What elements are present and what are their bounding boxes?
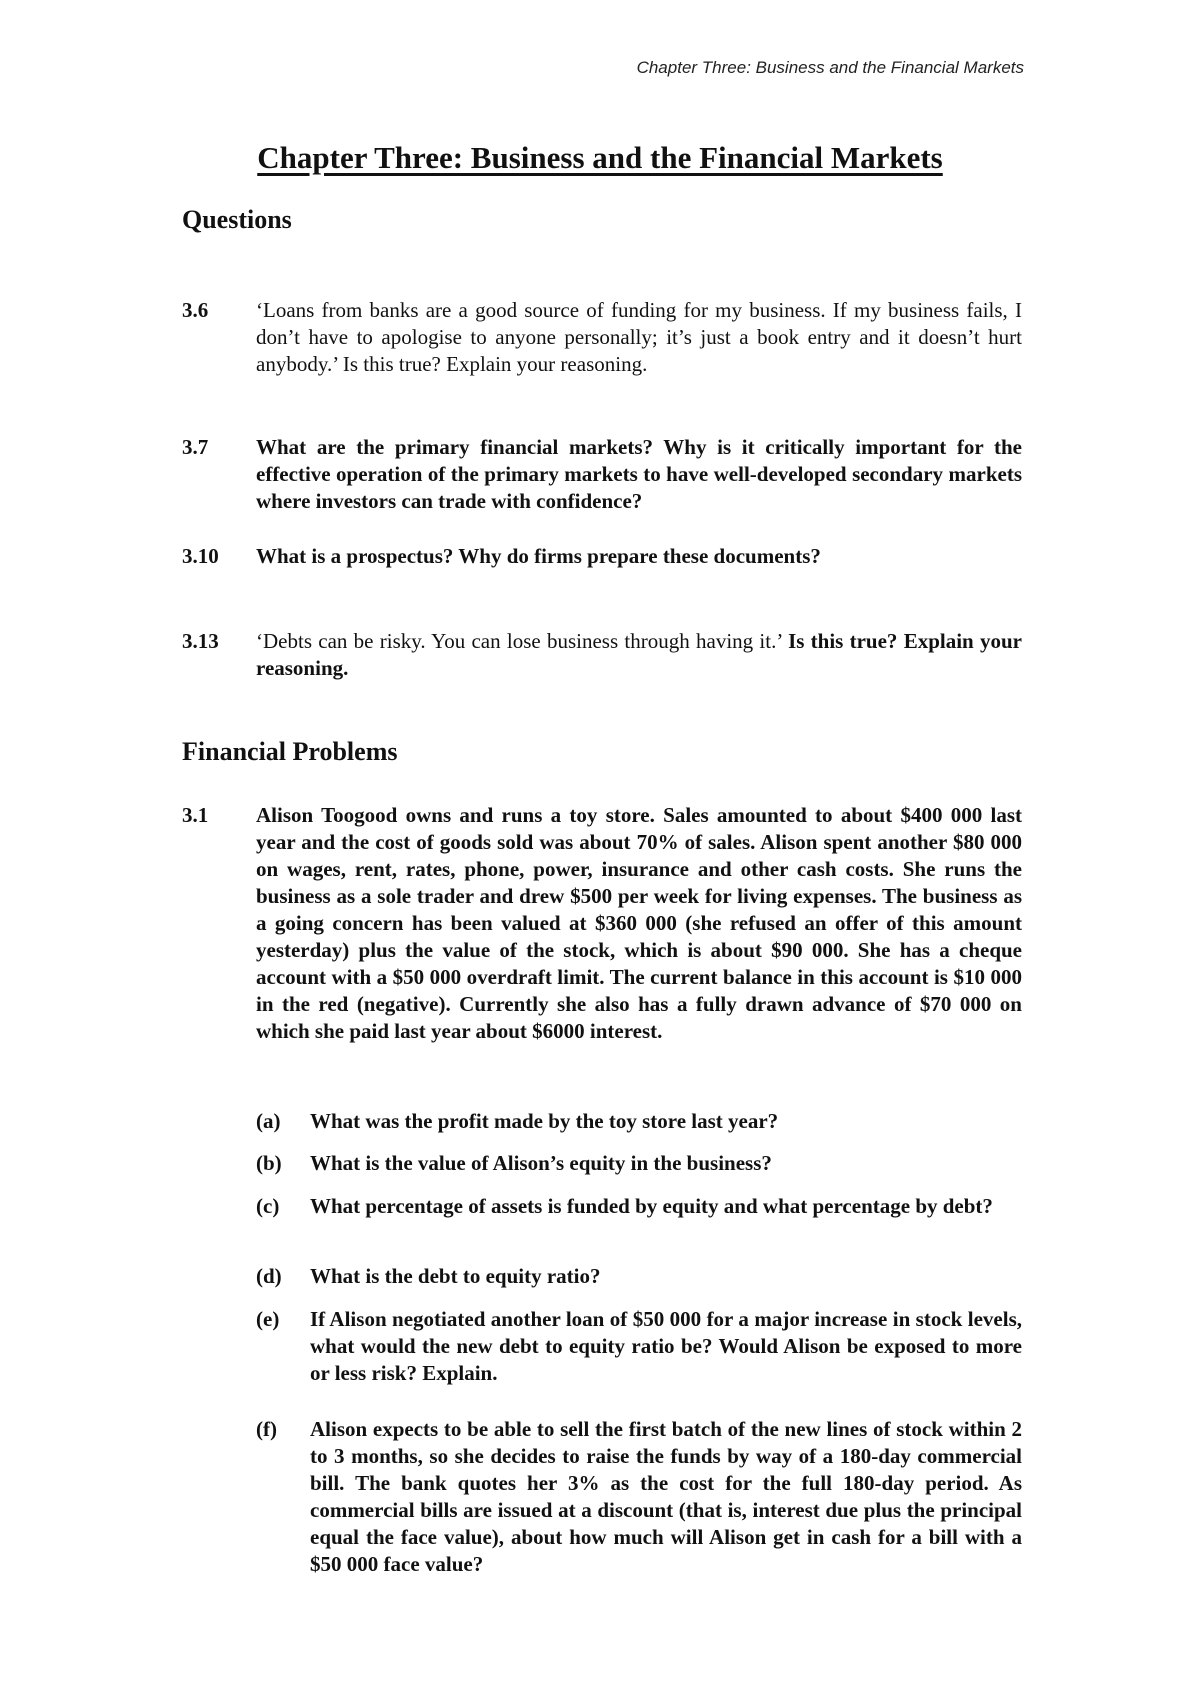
question-item [182, 434, 1022, 515]
sub-question-letter: (b) [256, 1151, 282, 1175]
sub-question [256, 1108, 1022, 1135]
sub-question-text: If Alison negotiated another loan of $50 000 for a major increase in stock levels, what would the new debt to equity ratio be? Would Alison be exposed to more or less risk? Explain. [310, 1307, 1022, 1385]
question-text: What are the primary financial markets? Why is it critically important for the effective operation of the primary markets to have well-developed secondary markets where investors can trade with confidence? [256, 435, 1022, 513]
sub-question [256, 1150, 1022, 1177]
sub-question [256, 1416, 1022, 1578]
sub-question-text: What is the value of Alison’s equity in the business? [310, 1151, 772, 1175]
sub-question [256, 1306, 1022, 1387]
question-number: 3.6 [182, 298, 209, 322]
sub-question-text: What was the profit made by the toy store last year? [310, 1109, 779, 1133]
sub-question-letter: (e) [256, 1307, 280, 1331]
question-number: 3.13 [182, 629, 219, 653]
question-item [182, 628, 1022, 682]
sub-question [256, 1263, 1022, 1290]
question-item [182, 543, 1022, 570]
sub-question-letter: (d) [256, 1264, 282, 1288]
financial-problems-heading: Financial Problems [182, 737, 398, 766]
sub-question-text: Alison expects to be able to sell the first batch of the new lines of stock within 2 to 3 months, so she decides to raise the funds by way of a 180-day commercial bill. The bank quotes her 3% as the cost for the full 180-day period. As commercial bills are issued at a discount (that is, interest due plus the principal equal the face value), about how much will Alison get in cash for a bill with a $50 000 face value? [310, 1417, 1022, 1576]
page-title: Chapter Three: Business and the Financial Markets [257, 140, 943, 175]
questions-heading: Questions [182, 205, 292, 234]
sub-question-text: What is the debt to equity ratio? [310, 1264, 601, 1288]
question-text-quote: ‘Debts can be risky. You can lose business through having it.’ [256, 629, 782, 653]
question-number: 3.10 [182, 544, 219, 568]
question-text-ask: Is this true? Explain your reasoning. [256, 629, 1023, 680]
question-number: 3.7 [182, 435, 209, 459]
question-text: What is a prospectus? Why do firms prepare these documents? [256, 544, 821, 568]
problem-text: Alison Toogood owns and runs a toy store. Sales amounted to about $400 000 last year and the cost of goods sold was about 70% of sales. Alison spent another $80 000 on wages, rent, rates, phone, power, insurance and other cash costs. She runs the business as a sole trader and drew $500 per week for living expenses. The business as a going concern has been valued at $360 000 (she refused an offer of this amount yesterday) plus the value of the stock, which is about $90 000. She has a cheque account with a $50 000 overdraft limit. The current balance in this account is $10 000 in the red (negative). Currently she also has a fully drawn advance of $70 000 on which she paid last year about $6000 interest. [256, 803, 1022, 1043]
problem-number: 3.1 [182, 803, 209, 827]
sub-question-letter: (f) [256, 1417, 277, 1441]
question-text [256, 628, 1022, 682]
sub-question-letter: (c) [256, 1194, 280, 1218]
running-header: Chapter Three: Business and the Financial Markets [636, 58, 1024, 77]
sub-question-letter: (a) [256, 1109, 281, 1133]
sub-question-text: What percentage of assets is funded by equity and what percentage by debt? [310, 1194, 993, 1218]
problem-item [182, 802, 1022, 1045]
question-text: ‘Loans from banks are a good source of funding for my business. If my business fails, I don’t have to apologise to anyone personally; it’s just a book entry and it doesn’t hurt anybody.’ Is this true? Explain your reasoning. [256, 298, 1022, 376]
sub-question [256, 1193, 1022, 1220]
question-item [182, 297, 1022, 378]
